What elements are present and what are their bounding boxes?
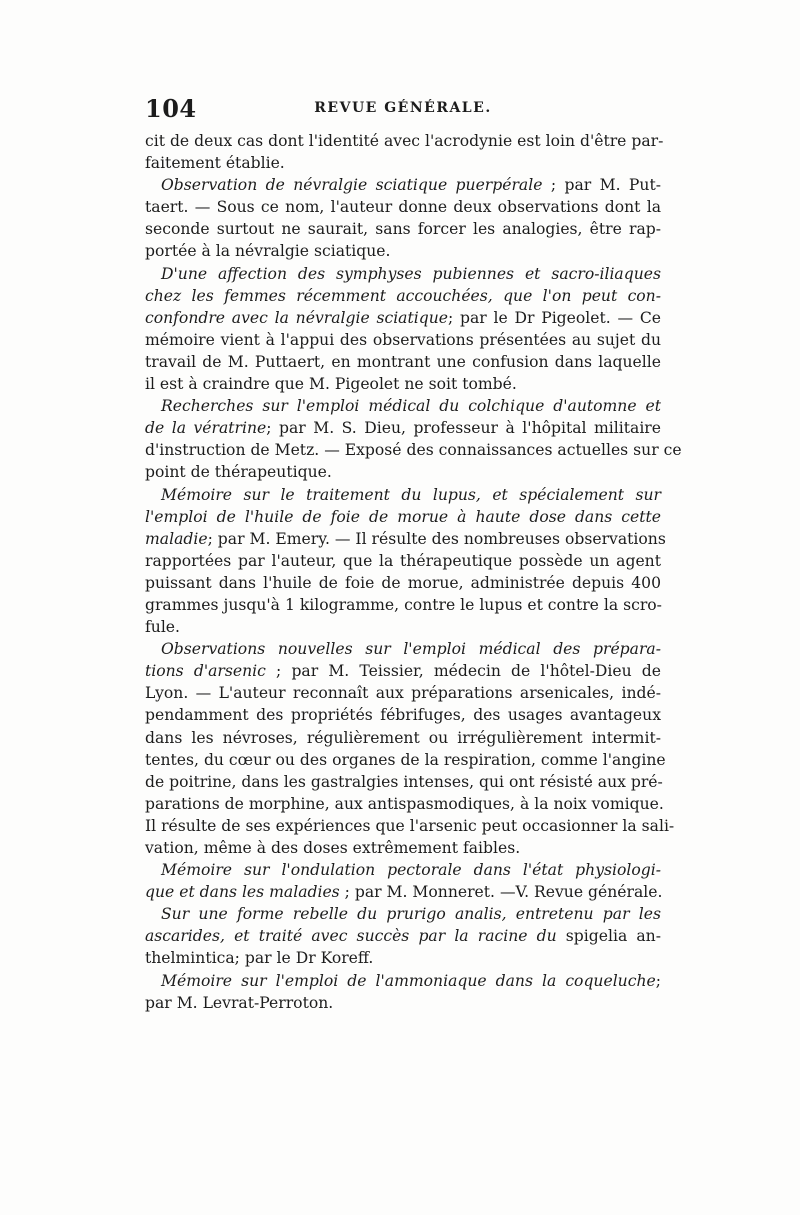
- text-line: [145, 616, 661, 638]
- text-line: [145, 660, 661, 682]
- italic-title-text: Mémoire sur le traitement du lupus, et spécialement sur: [161, 485, 661, 504]
- body-text-run: ;: [655, 971, 661, 990]
- text-line: [145, 240, 661, 262]
- text-line: [145, 550, 661, 572]
- text-line: [145, 682, 661, 704]
- text-line: [145, 528, 666, 550]
- body-text-run: dans les névroses, régulièrement ou irrégulièrement intermit-: [145, 728, 661, 747]
- body-text-run: mémoire vient à l'appui des observations présentées au sujet du: [145, 330, 661, 349]
- text-line: [145, 815, 675, 837]
- body-text-run: ; par M. S. Dieu, professeur à l'hôpital militaire: [266, 419, 661, 438]
- body-text-run: ; par M. Monneret. —V. Revue générale.: [339, 883, 663, 902]
- italic-title-text: D'une affection des symphyses pubiennes et sacro-iliaques: [161, 264, 661, 283]
- text-line: [145, 903, 661, 925]
- text-line: [145, 881, 661, 903]
- italic-title-text: ascarides, et traité avec succès par la racine du: [145, 927, 557, 946]
- body-text-run: parations de morphine, aux antispasmodiques, à la noix vomique.: [145, 794, 664, 813]
- body-text-run: spigelia an-: [556, 927, 661, 946]
- text-line: [145, 218, 661, 240]
- italic-title-text: de la vératrine: [145, 419, 267, 438]
- body-text-run: il est à craindre que M. Pigeolet ne soit tombé.: [145, 375, 517, 394]
- text-line: [145, 329, 661, 351]
- text-line: [145, 793, 664, 815]
- body-text-run: Lyon. — L'auteur reconnaît aux préparations arsenicales, indé-: [145, 684, 661, 703]
- italic-title-text: chez les femmes récemment accouchées, que l'on peut con-: [145, 286, 661, 305]
- text-line: [145, 771, 661, 793]
- text-line: [145, 152, 661, 174]
- text-line: [145, 196, 661, 218]
- italic-title-text: Recherches sur l'emploi médical du colchique d'automne et: [161, 397, 661, 416]
- body-text-run: d'instruction de Metz. — Exposé des connaissances actuelles sur ce: [145, 441, 682, 460]
- italic-title-text: l'emploi de l'huile de foie de morue à haute dose dans cette: [145, 507, 661, 526]
- body-text-run: point de thérapeutique.: [145, 463, 332, 482]
- text-line: [145, 970, 661, 992]
- italic-title-text: Mémoire sur l'ondulation pectorale dans l'état physiologi-: [161, 861, 661, 880]
- body-text-run: faitement établie.: [145, 154, 285, 173]
- text-line: [145, 704, 661, 726]
- body-text-run: Il résulte de ses expériences que l'arsenic peut occasionner la sali-: [145, 816, 675, 835]
- body-text-run: ; par M. Teissier, médecin de l'hôtel-Dieu de: [265, 662, 662, 681]
- text-line: [145, 263, 661, 285]
- body-text-run: grammes jusqu'à 1 kilogramme, contre le lupus et contre la scro-: [145, 595, 662, 614]
- body-text-run: pendamment des propriétés fébrifuges, des usages avantageux: [145, 706, 661, 725]
- text-line: [145, 395, 661, 417]
- italic-title-text: Sur une forme rebelle du prurigo analis, entretenu par les: [161, 905, 661, 924]
- text-line: [145, 837, 661, 859]
- body-text-run: vation, même à des doses extrêmement faibles.: [145, 839, 521, 857]
- body-text-run: puissant dans l'huile de foie de morue, administrée depuis 400: [145, 573, 661, 592]
- text-line: [145, 727, 661, 749]
- body-text-run: ; par M. Put-: [542, 176, 661, 195]
- running-head: REVUE GÉNÉRALE.: [314, 100, 492, 116]
- body-text-run: fule.: [145, 618, 180, 637]
- text-line: [145, 992, 661, 1014]
- text-line: [145, 439, 682, 461]
- text-line: [145, 130, 664, 152]
- italic-title-text: confondre avec la névralgie sciatique: [145, 308, 448, 327]
- body-text-run: par M. Levrat-Perroton.: [145, 993, 334, 1012]
- text-line: [145, 594, 661, 616]
- text-line: [145, 506, 661, 528]
- text-line: [145, 859, 661, 881]
- body-text: [145, 130, 682, 1014]
- italic-title-text: Observations nouvelles sur l'emploi médical des prépara-: [161, 640, 661, 659]
- body-text-run: portée à la névralgie sciatique.: [145, 242, 391, 261]
- italic-title-text: tions d'arsenic: [145, 662, 266, 681]
- body-text-run: tentes, du cœur ou des organes de la respiration, comme l'angine: [145, 750, 666, 769]
- text-line: [145, 484, 661, 506]
- body-text-run: seconde surtout ne saurait, sans forcer les analogies, être rap-: [145, 220, 661, 239]
- text-line: [145, 749, 666, 771]
- body-text-run: ; par M. Emery. — Il résulte des nombreuses observations: [207, 529, 666, 548]
- italic-title-text: Mémoire sur l'emploi de l'ammoniaque dans la coqueluche: [161, 971, 656, 990]
- body-text-run: de poitrine, dans les gastralgies intenses, qui ont résisté aux pré-: [145, 772, 663, 791]
- text-line: [145, 638, 661, 660]
- text-line: [145, 174, 661, 196]
- body-text-run: thelmintica; par le Dr Koreff.: [145, 949, 374, 968]
- italic-title-text: maladie: [145, 529, 208, 548]
- body-text-run: travail de M. Puttaert, en montrant une confusion dans laquelle: [145, 352, 661, 371]
- text-line: [145, 285, 661, 307]
- page-header: [145, 94, 661, 124]
- text-line: [145, 461, 661, 483]
- italic-title-text: que et dans les maladies: [145, 883, 340, 902]
- italic-title-text: Observation de névralgie sciatique puerpérale: [161, 176, 543, 195]
- body-text-run: taert. — Sous ce nom, l'auteur donne deux observations dont la: [145, 198, 661, 217]
- text-line: [145, 947, 661, 969]
- page-number: 104: [145, 94, 197, 123]
- text-line: [145, 373, 661, 395]
- text-line: [145, 307, 661, 329]
- body-text-run: rapportées par l'auteur, que la thérapeutique possède un agent: [145, 551, 661, 570]
- body-text-run: ; par le Dr Pigeolet. — Ce: [447, 308, 661, 327]
- text-line: [145, 925, 661, 947]
- text-line: [145, 417, 661, 439]
- body-text-run: cit de deux cas dont l'identité avec l'acrodynie est loin d'être par-: [145, 132, 664, 150]
- text-line: [145, 351, 661, 373]
- text-line: [145, 572, 661, 594]
